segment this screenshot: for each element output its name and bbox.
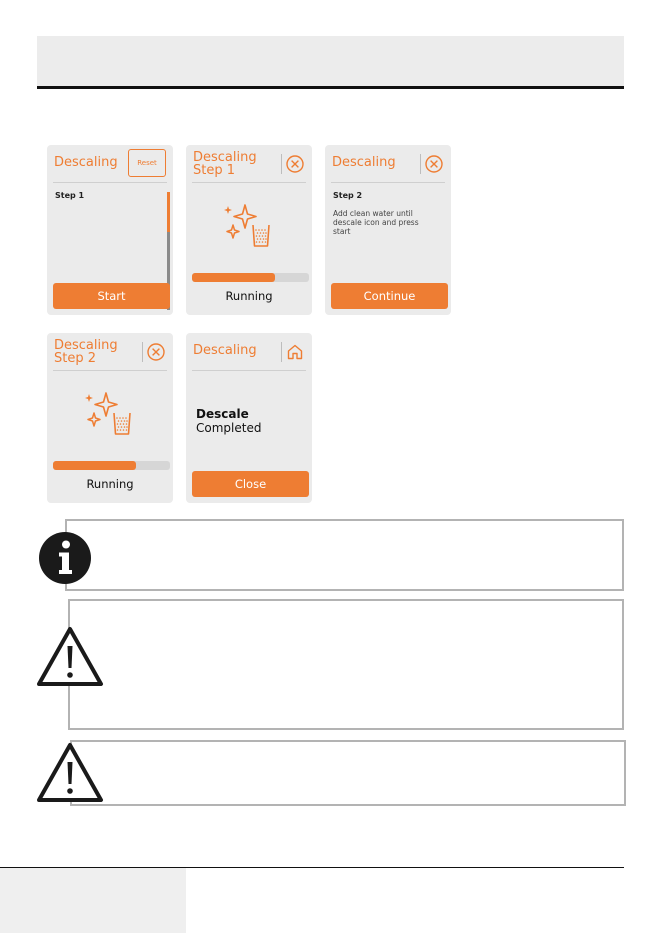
progress-bar	[53, 461, 170, 470]
warning-icon	[36, 742, 104, 804]
close-circle-icon[interactable]	[145, 341, 167, 363]
screen-title: Descaling	[193, 343, 257, 358]
step-label: Step 1	[55, 191, 85, 200]
header-divider	[53, 182, 167, 183]
screen-descaling-step2-running	[47, 333, 173, 503]
start-button[interactable]: Start	[53, 283, 170, 309]
header-separator	[420, 154, 421, 174]
descale-sparkle-icon	[224, 203, 274, 253]
status-text: Running	[225, 289, 273, 303]
screen-title-line1: Descaling	[54, 338, 118, 353]
header-separator	[281, 342, 282, 362]
scrollbar-thumb[interactable]	[167, 192, 170, 232]
result-status: Completed	[196, 421, 262, 435]
screen-title	[193, 151, 273, 177]
descale-sparkle-icon	[85, 391, 135, 441]
close-button[interactable]: Close	[192, 471, 309, 497]
screen-title-line2: Step 2	[54, 351, 97, 366]
step-label: Step 2	[333, 191, 363, 200]
home-icon[interactable]	[284, 341, 306, 363]
reset-button[interactable]: Reset	[128, 149, 166, 177]
screen-descaling-step1-running	[186, 145, 312, 315]
progress-fill	[53, 461, 136, 470]
page-header-band	[37, 36, 624, 86]
warning-notice-box	[70, 740, 626, 806]
instruction-text: Add clean water until descale icon and press start	[333, 209, 419, 236]
status-text: Running	[86, 477, 134, 491]
result-title: Descale	[196, 407, 249, 421]
screen-title	[54, 339, 134, 365]
header-separator	[281, 154, 282, 174]
close-circle-icon[interactable]	[423, 153, 445, 175]
progress-bar	[192, 273, 309, 282]
info-notice-box	[65, 519, 624, 591]
info-icon	[38, 531, 92, 585]
progress-fill	[192, 273, 275, 282]
screen-title-line2: Step 1	[193, 163, 236, 178]
screen-title: Descaling	[332, 155, 396, 170]
continue-button[interactable]: Continue	[331, 283, 448, 309]
screen-descaling-step2	[325, 145, 451, 315]
header-separator	[142, 342, 143, 362]
screen-title-line1: Descaling	[193, 150, 257, 165]
header-rule	[37, 86, 624, 89]
screen-descaling-start	[47, 145, 173, 315]
warning-notice-box	[68, 599, 624, 730]
header-divider	[331, 182, 445, 183]
header-divider	[53, 370, 167, 371]
screen-descale-completed	[186, 333, 312, 503]
warning-icon	[36, 626, 104, 688]
screen-title: Descaling	[54, 155, 118, 170]
footer-band	[0, 868, 186, 933]
close-circle-icon[interactable]	[284, 153, 306, 175]
header-divider	[192, 370, 306, 371]
header-divider	[192, 182, 306, 183]
